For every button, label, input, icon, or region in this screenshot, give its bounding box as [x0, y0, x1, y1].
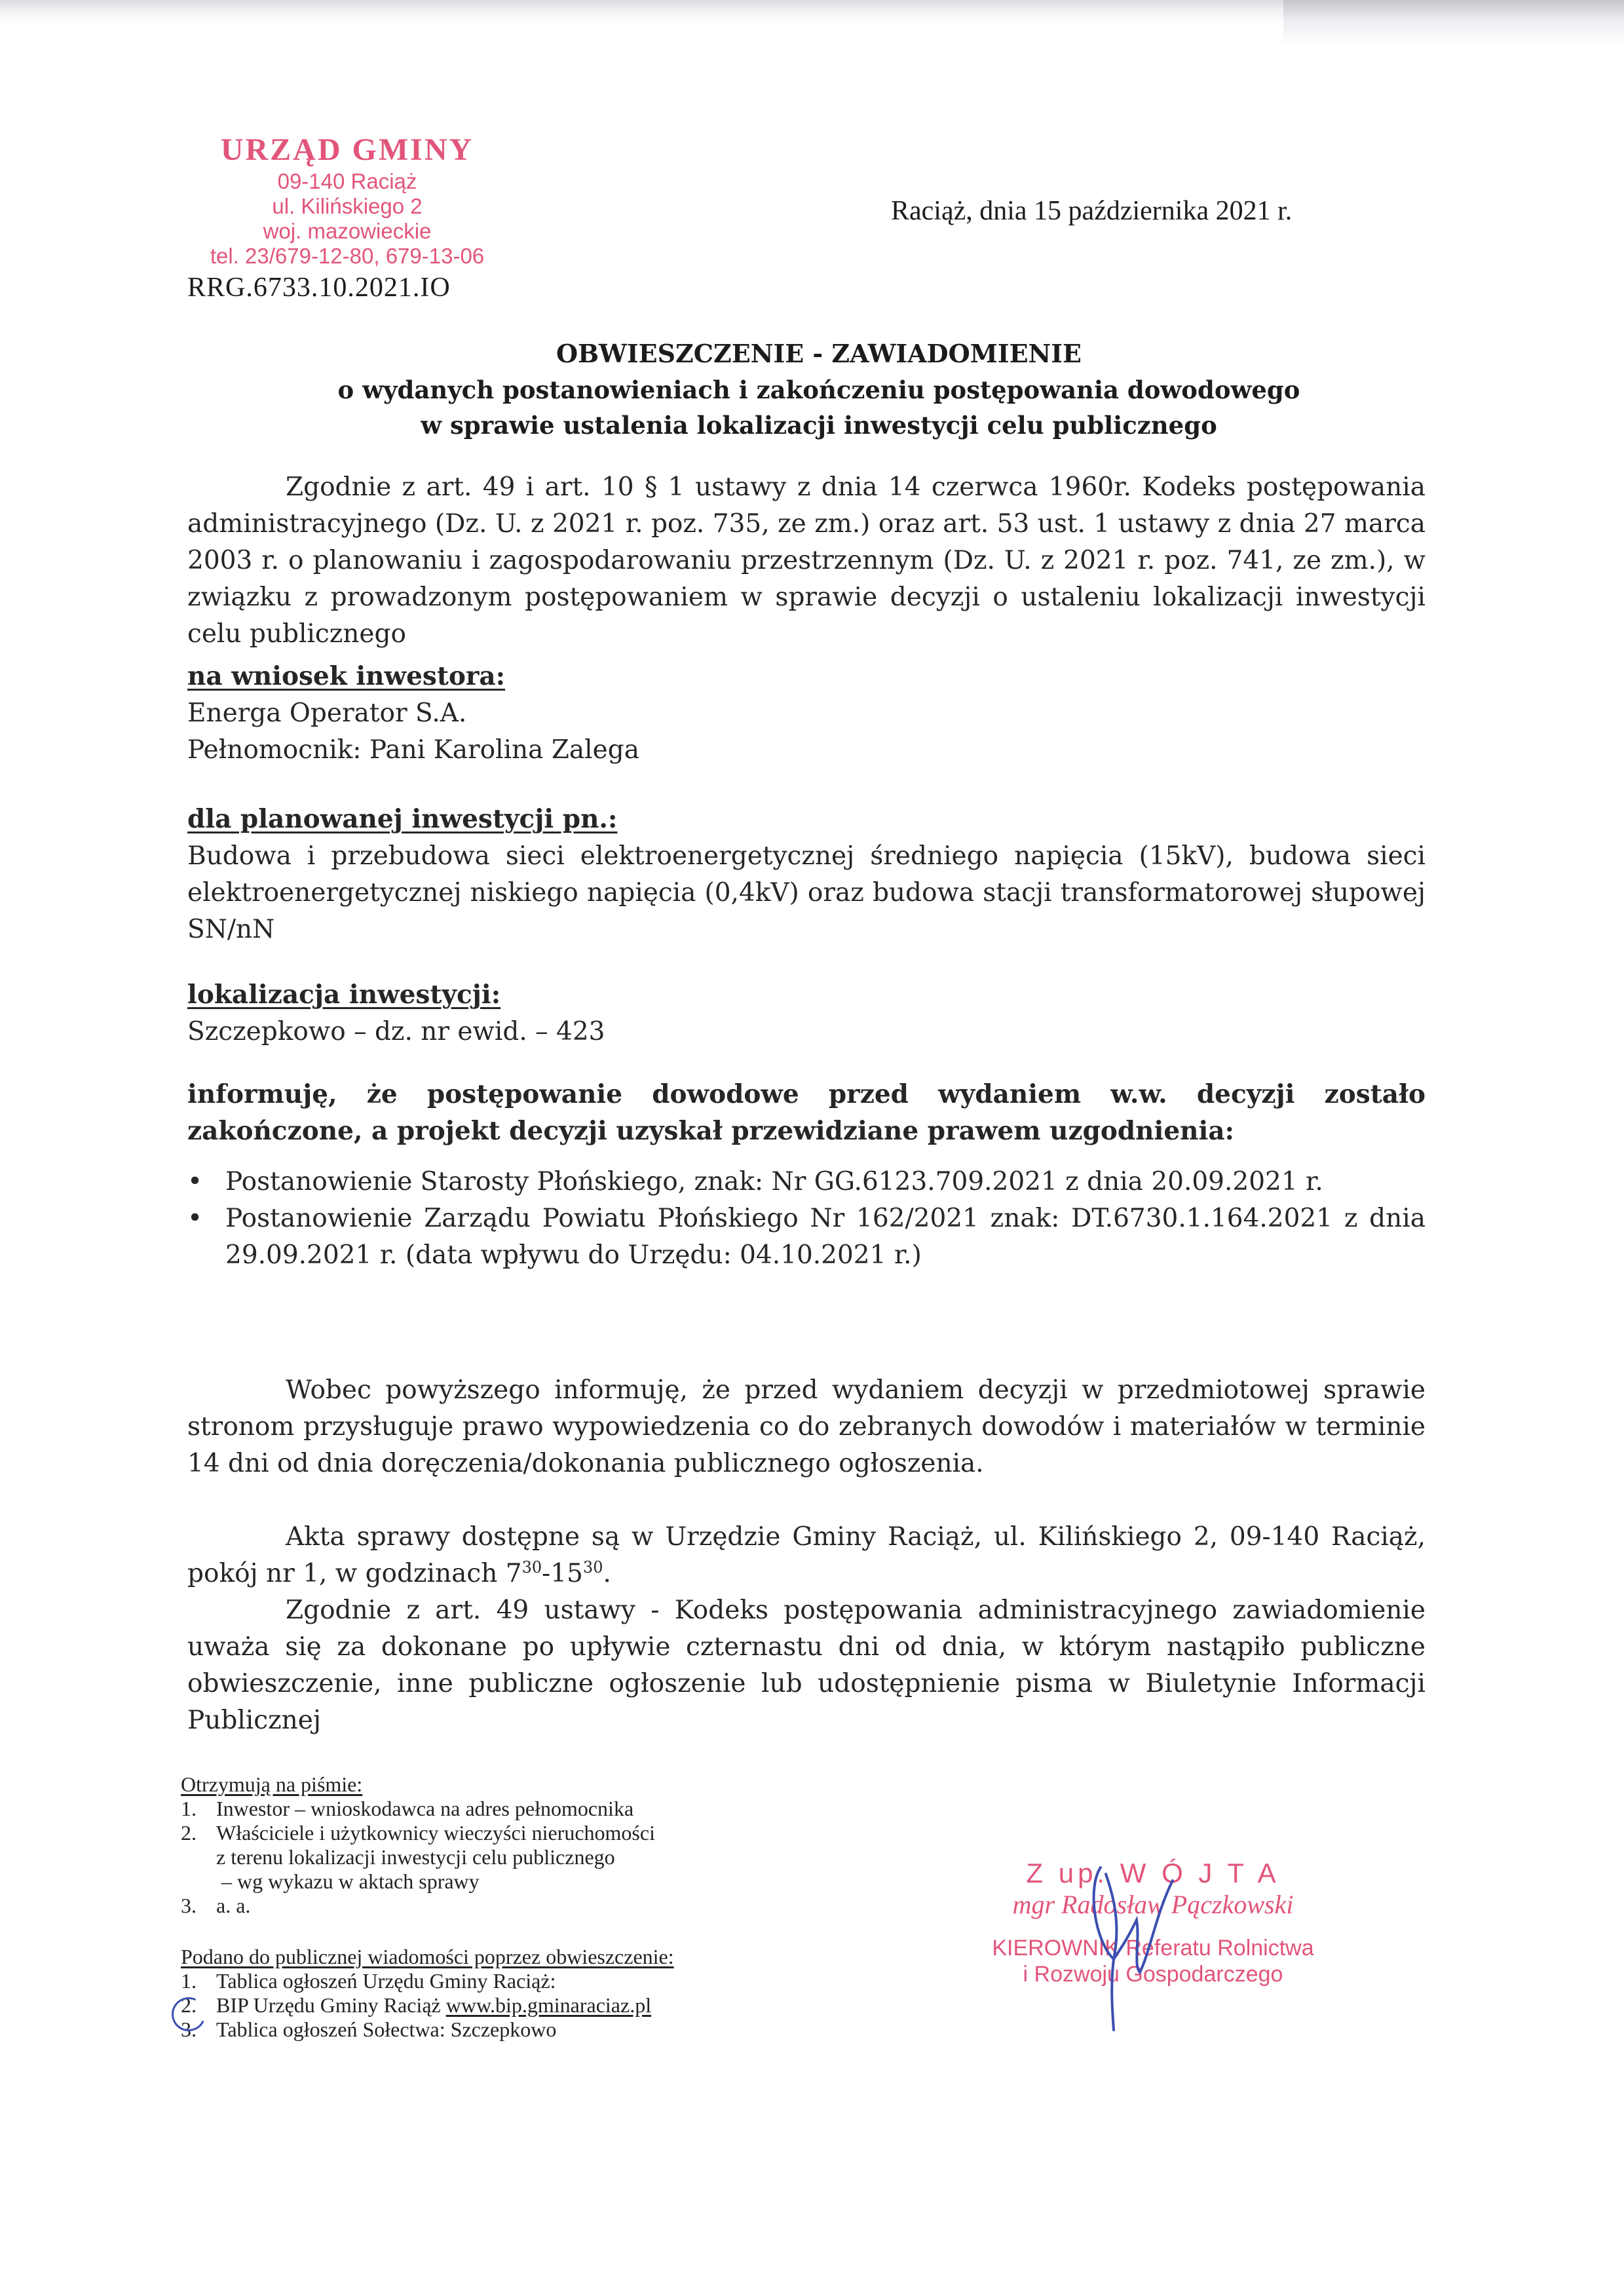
scan-edge-shadow-right — [1283, 0, 1624, 46]
recipient-item: 1. Inwestor – wnioskodawca na adres pełnomocnika — [181, 1797, 634, 1820]
stamp-postal: 09-140 Raciąż — [277, 169, 417, 193]
published-item: 1. Tablica ogłoszeń Urzędu Gminy Raciąż: — [181, 1969, 556, 1993]
stamp-street: ul. Kilińskiego 2 — [272, 194, 423, 218]
signature-authority: Z up. W Ó J T A — [1026, 1858, 1280, 1888]
signatory-department: i Rozwoju Gospodarczego — [1023, 1962, 1283, 1987]
files-text: Akta sprawy dostępne są w Urzędzie Gminy Raciąż, ul. Kilińskiego 2, 09-140 Raciąż, pokój nr 1, w godzinach 7 — [187, 1522, 1426, 1588]
investor-section — [187, 658, 1426, 769]
investor-name: Energa Operator S.A. — [187, 698, 467, 728]
delivery-paragraph: Zgodnie z art. 49 ustawy - Kodeks postępowania administracyjnego zawiadomienie uważa się za dokonane po upływie czternastu dni od dnia, w którym nastąpiło publiczne obwieszczenie, inne publiczne ogłoszenie lub udostępnienie pisma w Biuletynie Informacji Publicznej — [187, 1596, 1426, 1735]
title-line-2: o wydanych postanowieniach i zakończeniu postępowania dowodowego — [337, 375, 1300, 404]
published-heading: Podano do publicznej wiadomości poprzez obwieszczenie: — [181, 1945, 674, 1968]
case-reference: RRG.6733.10.2021.IO — [187, 273, 451, 303]
notice-paragraph: informuję, że postępowanie dowodowe przed wydaniem w.w. decyzji zostało zakończone, a projekt decyzji uzyskał przewidziane prawem uzgodnienia: — [187, 1079, 1426, 1146]
hours-to-minutes: 30 — [582, 1558, 603, 1577]
title-line-1: OBWIESZCZENIE - ZAWIADOMIENIE — [556, 339, 1082, 368]
place-and-date: Raciąż, dnia 15 października 2021 r. — [891, 196, 1293, 226]
investment-description: Budowa i przebudowa sieci elektroenergetycznej średniego napięcia (15kV), budowa sieci elektroenergetycznej niskiego napięcia (0,4kV) oraz budowa stacji transformatorowej słupowej SN/nN — [187, 841, 1426, 944]
location-section — [187, 976, 1426, 1050]
bip-link[interactable]: www.bip.gminaraciaz.pl — [445, 1993, 652, 2017]
location-heading: lokalizacja inwestycji: — [187, 980, 501, 1010]
recipients-heading: Otrzymują na piśmie: — [181, 1772, 363, 1796]
published-section — [181, 1945, 674, 2042]
stamp-phone: tel. 23/679-12-80, 679-13-06 — [210, 244, 485, 268]
office-stamp — [206, 131, 488, 269]
rulings-list — [187, 1164, 1426, 1274]
published-item: 3. Tablica ogłoszeń Sołectwa: Szczepkowo — [181, 2018, 557, 2041]
document-title — [164, 335, 1474, 443]
recipient-item: 2. Właściciele i użytkownicy wieczyści nieruchomości z terenu lokalizacji inwestycji celu publicznego – wg wykazu w aktach sprawy — [181, 1821, 655, 1893]
ruling-item: • Postanowienie Starosty Płońskiego, znak: Nr GG.6123.709.2021 z dnia 20.09.2021 r. — [187, 1164, 1426, 1200]
investment-heading: dla planowanej inwestycji pn.: — [187, 804, 618, 834]
title-line-3: w sprawie ustalenia lokalizacji inwestycji celu publicznego — [421, 411, 1217, 440]
published-item: 2. BIP Urzędu Gminy Raciąż www.bip.gminaraciaz.pl — [181, 1993, 652, 2017]
investor-heading: na wniosek inwestora: — [187, 661, 506, 691]
handwritten-signature-icon — [1074, 1861, 1192, 2031]
ruling-item: • Postanowienie Zarządu Powiatu Płońskiego Nr 162/2021 znak: DT.6730.1.164.2021 z dnia 29.09.2021 r. (data wpływu do Urzędu: 04.10.2021 r.) — [187, 1200, 1426, 1274]
rights-paragraph: Wobec powyższego informuję, że przed wydaniem decyzji w przedmiotowej sprawie stronom przysługuje prawo wypowiedzenia co do zebranych dowodów i materiałów w terminie 14 dni od dnia doręczenia/dokonania publicznego ogłoszenia. — [187, 1375, 1426, 1478]
investment-section — [187, 801, 1426, 948]
intro-paragraph: Zgodnie z art. 49 i art. 10 § 1 ustawy z dnia 14 czerwca 1960r. Kodeks postępowania administracyjnego (Dz. U. z 2021 r. poz. 735, ze zm.) oraz art. 53 ust. 1 ustawy z dnia 27 marca 2003 r. o planowaniu i zagospodarowaniu przestrzennym (Dz. U. z 2021 r. poz. 741, ze zm.), w związku z prowadzonym postępowaniem w sprawie decyzji o ustaleniu lokalizacji inwestycji celu publicznego — [187, 472, 1426, 649]
recipient-item: 3. a. a. — [181, 1894, 251, 1917]
hours-from-minutes: 30 — [521, 1558, 542, 1577]
signatory-title: KIEROWNIK Referatu Rolnictwa — [992, 1936, 1314, 1961]
recipients-section — [181, 1772, 655, 1918]
signatory-name: mgr Radosław Pączkowski — [1012, 1890, 1294, 1919]
investor-proxy: Pełnomocnik: Pani Karolina Zalega — [187, 735, 639, 765]
hours-separator: -15 — [542, 1559, 583, 1588]
files-suffix: . — [603, 1559, 611, 1588]
location-value: Szczepkowo – dz. nr ewid. – 423 — [187, 1017, 605, 1046]
stamp-office-name: URZĄD GMINY — [220, 132, 474, 167]
files-paragraph — [187, 1519, 1426, 1592]
stamp-region: woj. mazowieckie — [263, 219, 432, 243]
